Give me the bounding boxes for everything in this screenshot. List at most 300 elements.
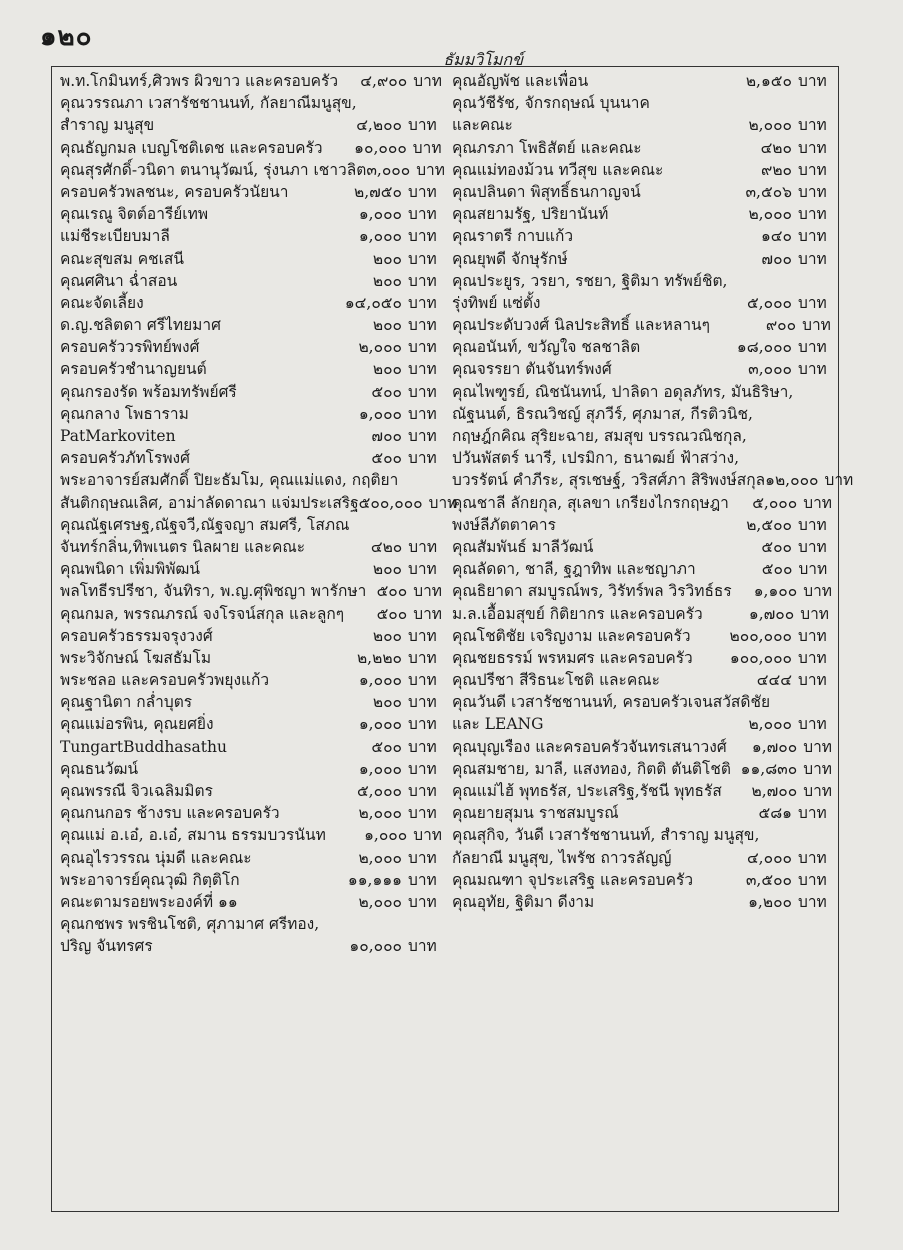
- currency-label: บาท: [798, 360, 827, 379]
- donor-entry: [452, 669, 832, 691]
- donation-amount: ๑๔,๐๕๐: [344, 293, 402, 312]
- donor-entry: [452, 691, 832, 735]
- donor-column-right: [452, 70, 854, 913]
- currency-label: บาท: [798, 715, 827, 734]
- currency-label: บาท: [408, 892, 437, 911]
- donor-name: พระชลอ และครอบครัวพยุงแก้ว: [60, 671, 270, 690]
- currency-label: บาท: [798, 116, 827, 135]
- currency-label: บาท: [802, 316, 831, 335]
- donor-entry: [60, 181, 442, 203]
- currency-label: บาท: [798, 182, 827, 201]
- entry-line: [452, 203, 832, 225]
- donation-amount: ๑๐๐,๐๐๐: [729, 648, 792, 667]
- entry-line: [452, 314, 832, 336]
- donor-name: รุ่งทิพย์ แซ่ตั้ง: [452, 293, 541, 312]
- donation-amount: ๑๑,๑๑๑: [347, 870, 402, 889]
- donor-entry: [452, 336, 832, 358]
- donation-amount: ๒,๗๕๐: [354, 182, 402, 201]
- donor-entry: [452, 70, 832, 92]
- donor-entry: [60, 425, 442, 447]
- currency-label: บาท: [824, 471, 854, 490]
- donor-name: พ.ท.โกมินทร์,ศิวพร ผิวขาว และครอบครัว: [60, 72, 339, 90]
- donor-name: คุณชาลี ลักยกุล, สุเลขา เกรียงไกรกฤษฎา: [452, 493, 729, 512]
- currency-label: บาท: [408, 293, 437, 312]
- currency-label: บาท: [798, 205, 827, 224]
- donor-name: คุณกชพร พรชินโชติ, ศุภามาศ ศรีทอง,: [60, 915, 320, 934]
- donor-name: พระอาจารย์สมศักดิ์ ปิยะธัมโม, คุณแม่แดง, กฤติยา: [60, 471, 399, 490]
- donation-amount: ๕,๐๐๐: [356, 782, 402, 800]
- donor-entry: [60, 713, 442, 735]
- donation-amount: ๗๐๐: [761, 249, 792, 268]
- donor-name: คุณธิยาดา สมบูรณ์พร, วิรัทร์พล วิรวิทธ์ธร: [452, 582, 732, 601]
- donor-name: คุณณัฐเศรษฐ,ณัฐจวี,ณัฐจญา สมศรี, โสภณ: [60, 515, 350, 534]
- donation-amount: ๑,๐๐๐: [358, 715, 402, 734]
- donor-entry: [452, 891, 832, 913]
- entry-line: [452, 270, 832, 292]
- entry-line: [452, 114, 832, 136]
- donor-name: คุณสมชาย, มาลี, แสงทอง, กิตติ ตันติโชติ: [452, 759, 731, 778]
- donor-entry: [60, 647, 442, 669]
- donor-name: สันติกฤษณเลิศ, อาม่าลัดดาณา แจ่มประเสริฐ: [60, 493, 359, 512]
- running-header: ธัมมวิโมกข์: [443, 50, 523, 69]
- donation-amount: ๒๐๐: [372, 271, 402, 290]
- entry-line: [452, 70, 832, 92]
- currency-label: บาท: [408, 382, 437, 401]
- entry-line: [60, 824, 442, 846]
- entry-line: [60, 469, 442, 491]
- currency-label: บาท: [408, 449, 437, 468]
- entry-line: [60, 580, 442, 602]
- currency-label: บาท: [798, 537, 827, 556]
- currency-label: บาท: [408, 693, 437, 712]
- currency-label: บาท: [408, 848, 437, 867]
- currency-label: บาท: [798, 160, 827, 179]
- donor-entry: [452, 314, 832, 336]
- donation-amount: ๙๐๐: [765, 316, 797, 335]
- entry-line: [452, 758, 832, 780]
- currency-label: บาท: [408, 427, 437, 445]
- entry-line: [60, 935, 442, 957]
- entry-line: [60, 447, 442, 469]
- donation-amount: ๕๐๐: [761, 537, 792, 556]
- donor-name: คุณอุทัย, ฐิติมา ดีงาม: [452, 892, 595, 911]
- donor-name: ม.ล.เอื้อมสุขย์ กิติยากร และครอบครัว: [452, 604, 703, 623]
- donation-amount: ๑๘,๐๐๐: [736, 338, 792, 357]
- donor-name: คุณปลินดา พิสุทธิ์ธนกาญจน์: [452, 182, 641, 201]
- entry-line: [60, 713, 442, 735]
- donor-entry: [60, 603, 442, 625]
- donor-column-left: [60, 70, 458, 958]
- currency-label: บาท: [798, 626, 827, 645]
- donor-name: คุณวันดี เวสารัชชานนท์, ครอบครัวเจนสวัสดิชัย: [452, 693, 771, 712]
- entry-line: [60, 758, 442, 780]
- donation-amount: ๓,๕๐๖: [745, 182, 792, 201]
- entry-line: [452, 336, 832, 358]
- entry-line: [60, 603, 442, 625]
- donor-name: คุณชยธรรม์ พรหมศร และครอบครัว: [452, 648, 693, 667]
- donor-entry: [452, 603, 832, 625]
- entry-line: [452, 159, 832, 181]
- donor-name: คุณอนันท์, ขวัญใจ ชลชาลิต: [452, 338, 641, 357]
- donor-name: คุณประยูร, วรยา, รชยา, ฐิติมา ทรัพย์ชิต,: [452, 271, 728, 290]
- donor-name: คุณเรณู จิตต์อารีย์เทพ: [60, 205, 209, 224]
- donation-amount: ๕๘๑: [758, 804, 792, 823]
- donation-amount: ๒,๐๐๐: [358, 804, 402, 823]
- donor-entry: [60, 780, 442, 802]
- donation-amount: ๓,๐๐๐: [748, 360, 792, 379]
- entry-line: [452, 469, 854, 491]
- donor-name: ครอบครัวภัทโรพงศ์: [60, 449, 190, 468]
- entry-line: [452, 292, 832, 314]
- entry-line: [452, 181, 832, 203]
- donation-amount: ๑๐,๐๐๐: [349, 937, 402, 956]
- donor-name: พระวิจักษณ์ โฆสธัมโม: [60, 648, 212, 667]
- donor-entry: [60, 691, 442, 713]
- page-number: ๑๒๐: [40, 22, 93, 52]
- donor-entry: [452, 536, 832, 558]
- entry-line: [60, 336, 442, 358]
- donor-name: คุณกมล, พรรณภรณ์ จงโรจน์สกุล และลูกๆ: [60, 604, 345, 623]
- donor-name: คุณแม่ทองม้วน ทวีสุข และคณะ: [452, 160, 664, 179]
- donor-entry: [60, 248, 442, 270]
- donation-amount: ๑,๐๐๐: [364, 826, 408, 845]
- donor-entry: [60, 669, 442, 691]
- donor-name: คุณภรภา โพธิสัตย์ และคณะ: [452, 138, 642, 157]
- entry-line: [60, 225, 442, 247]
- currency-label: บาท: [798, 338, 827, 357]
- donor-name: คุณจรรยา ตันจันทร์พงศ์: [452, 360, 612, 379]
- entry-line: [452, 558, 832, 580]
- entry-line: [452, 137, 832, 159]
- currency-label: บาท: [803, 582, 832, 601]
- entry-line: [60, 913, 442, 935]
- currency-label: บาท: [798, 249, 827, 268]
- currency-label: บาท: [408, 671, 437, 690]
- currency-label: บาท: [408, 648, 437, 667]
- entry-line: [60, 536, 442, 558]
- donation-amount: ๑,๐๐๐: [358, 671, 402, 690]
- donor-entry: [452, 514, 832, 536]
- donor-name: แม่ชีระเบียบมาลี: [60, 227, 170, 246]
- donor-entry: [60, 736, 442, 758]
- currency-label: บาท: [408, 360, 437, 379]
- currency-label: บาท: [798, 72, 827, 90]
- entry-line: [60, 248, 442, 270]
- donation-amount: ๑,๗๐๐: [748, 604, 795, 623]
- donation-amount: ๕,๐๐๐: [746, 293, 792, 312]
- donor-name: ปริญ จันทรศร: [60, 937, 153, 956]
- donor-name: คุณวรรณภา เวสารัชชานนท์, กัลยาณีมนูสุข,: [60, 94, 357, 113]
- donation-amount: ๙๒๐: [760, 160, 792, 179]
- donor-name: คุณกลาง โพธาราม: [60, 404, 189, 423]
- entry-line: [60, 780, 442, 802]
- donor-name: คุณประดับวงศ์ นิลประสิทธิ์ และหลานๆ: [452, 316, 710, 335]
- donation-amount: ๕๐๐: [761, 560, 793, 579]
- entry-line: [452, 536, 832, 558]
- entry-line: [452, 603, 832, 625]
- entry-line: [452, 780, 832, 802]
- donor-entry: [452, 225, 832, 247]
- donor-name: คุณแม่ไฮ้ พุทธรัส, ประเสริฐ,รัชนี พุทธรัส: [452, 782, 722, 800]
- entry-line: [452, 248, 832, 270]
- donor-name: คณะจัดเลี้ยง: [60, 293, 144, 312]
- donor-name: คุณยุพดี จักษุรักษ์: [452, 249, 568, 268]
- donor-name: คณะตามรอยพระองค์ที่ ๑๑: [60, 892, 238, 911]
- currency-label: บาท: [408, 227, 437, 246]
- donor-entry: [452, 358, 832, 380]
- donor-name: และ LEANG: [452, 715, 544, 734]
- currency-label: บาท: [408, 271, 437, 290]
- donor-entry: [60, 203, 442, 225]
- entry-line: [60, 403, 442, 425]
- entry-line: [60, 869, 442, 891]
- currency-label: บาท: [800, 604, 829, 623]
- entry-line: [60, 647, 442, 669]
- donation-amount: ๒๐๐: [372, 249, 402, 268]
- currency-label: บาท: [798, 892, 827, 911]
- entry-line: [452, 381, 832, 403]
- donation-amount: ๒,๐๐๐: [358, 892, 402, 911]
- donor-name: คุณราตรี กาบแก้ว: [452, 227, 574, 246]
- entry-line: [452, 625, 832, 647]
- donor-name: กัลยาณี มนูสุข, ไพรัช ถาวรลัญญ์: [452, 848, 672, 867]
- currency-label: บาท: [408, 404, 437, 423]
- donation-amount: ๒,๐๐๐: [358, 848, 402, 867]
- currency-label: บาท: [408, 205, 437, 224]
- donor-entry: [452, 758, 832, 780]
- donor-entry: [60, 92, 442, 136]
- currency-label: บาท: [408, 316, 437, 335]
- currency-label: บาท: [798, 560, 828, 579]
- donation-amount: ๗๐๐: [371, 427, 402, 445]
- entry-line: [452, 891, 832, 913]
- donation-amount: ๔๒๐: [760, 138, 792, 157]
- donor-name: คุณไพฑูรย์, ณิชนันทน์, ปาลิดา อดุลภัทร, มันธิริษา,: [452, 382, 794, 401]
- currency-label: บาท: [413, 826, 442, 845]
- donation-amount: ๒,๕๐๐: [746, 515, 792, 534]
- donor-entry: [452, 802, 832, 824]
- entry-line: [60, 203, 442, 225]
- donor-entry: [452, 248, 832, 270]
- donor-name: ณัฐนนต์, ธิรณวิชญ์ สุภวีร์, ศุภมาส, กีรติวนิช,: [452, 404, 753, 423]
- donation-amount: ๑,๗๐๐: [751, 737, 798, 756]
- entry-line: [60, 181, 442, 203]
- donation-amount: ๕๐๐: [371, 382, 402, 401]
- donation-amount: ๑,๐๐๐: [358, 404, 402, 423]
- donor-name: คณะสุขสม คชเสนี: [60, 249, 184, 268]
- donation-amount: ๒๐๐: [372, 360, 402, 379]
- donor-name: TungartBuddhasathu: [60, 737, 227, 756]
- donation-amount: ๔๔๔: [756, 671, 792, 690]
- entry-line: [452, 647, 832, 669]
- entry-line: [452, 802, 832, 824]
- donor-name: คุณพรรณี จิวเฉลิมมิตร: [60, 782, 213, 800]
- donation-amount: ๕๐๐,๐๐๐: [358, 493, 423, 512]
- currency-label: บาท: [408, 249, 437, 268]
- currency-label: บาท: [408, 759, 437, 778]
- donor-entry: [60, 913, 442, 957]
- currency-label: บาท: [408, 182, 437, 201]
- entry-line: [60, 625, 442, 647]
- donation-amount: ๕๐๐: [376, 582, 408, 601]
- donor-entry: [452, 736, 832, 758]
- donor-entry: [60, 292, 442, 314]
- donor-name: คุณศศินา ฉ่ำสอน: [60, 271, 178, 290]
- donor-name: ปวันพัสตร์ นารี, เปรมิกา, ธนาฒย์ ฟ้าสว่าง,: [452, 449, 740, 468]
- currency-label: บาท: [798, 515, 827, 534]
- donation-amount: ๒,๐๐๐: [358, 338, 402, 357]
- currency-label: บาท: [408, 737, 437, 756]
- entry-line: [60, 891, 442, 913]
- donor-entry: [60, 514, 442, 558]
- donor-entry: [60, 824, 442, 846]
- entry-line: [60, 736, 442, 758]
- donation-amount: ๕๐๐: [376, 604, 408, 623]
- donor-name: กฤษฎ์กคิณ สุริยะฉาย, สมสุข บรรณวณิชกุล,: [452, 427, 747, 445]
- entry-line: [60, 270, 442, 292]
- donation-amount: ๑,๑๐๐: [753, 582, 798, 601]
- donor-entry: [452, 580, 832, 602]
- currency-label: บาท: [408, 626, 437, 645]
- donor-entry: [60, 403, 442, 425]
- donation-amount: ๒,๐๐๐: [748, 715, 792, 734]
- donation-amount: ๑๒,๐๐๐: [765, 471, 819, 490]
- currency-label: บาท: [413, 604, 442, 623]
- donor-entry: [60, 358, 442, 380]
- entry-line: [60, 92, 442, 114]
- entry-line: [60, 358, 442, 380]
- donor-entry: [60, 469, 458, 513]
- donation-amount: ๒๐๐: [372, 316, 402, 335]
- donor-name: คุณบุญเรือง และครอบครัวจันทรเสนาวงศ์: [452, 737, 727, 756]
- donor-entry: [60, 802, 442, 824]
- donor-name: คุณธนวัฒน์: [60, 759, 139, 778]
- entry-line: [60, 137, 442, 159]
- entry-line: [60, 669, 442, 691]
- donor-entry: [60, 580, 442, 602]
- entry-line: [452, 869, 832, 891]
- donation-amount: ๑,๐๐๐: [358, 205, 402, 224]
- donor-name: คุณมณฑา จุประเสริฐ และครอบครัว: [452, 870, 694, 889]
- currency-label: บาท: [798, 848, 827, 867]
- donor-entry: [452, 558, 832, 580]
- entry-line: [452, 847, 832, 869]
- currency-label: บาท: [408, 804, 437, 823]
- donor-entry: [452, 869, 832, 891]
- currency-label: บาท: [408, 870, 437, 889]
- donation-amount: ๒,๐๐๐: [748, 205, 792, 224]
- currency-label: บาท: [803, 759, 832, 778]
- entry-line: [452, 492, 832, 514]
- entry-line: [60, 492, 458, 514]
- donor-entry: [60, 381, 442, 403]
- currency-label: บาท: [803, 737, 832, 756]
- entry-line: [452, 225, 832, 247]
- entry-line: [60, 691, 442, 713]
- entry-line: [60, 314, 442, 336]
- donor-name: บวรรัตน์ คำภีระ, สุรเชษฐ์, วริสศ์ภา สิริพงษ์สกุล: [452, 471, 766, 490]
- currency-label: บาท: [798, 671, 827, 690]
- currency-label: บาท: [413, 582, 442, 601]
- donation-amount: ๓,๐๐๐: [366, 160, 411, 179]
- donor-entry: [60, 137, 442, 159]
- donor-entry: [452, 270, 832, 314]
- donor-name: ด.ญ.ชลิตดา ศรีไทยมาศ: [60, 316, 221, 335]
- donor-name: คุณปรีชา สีริธนะโชติ และคณะ: [452, 671, 660, 690]
- donor-entry: [60, 891, 442, 913]
- donor-name: คุณสุกิจ, วันดี เวสารัชชานนท์, สำราญ มนูสุข,: [452, 826, 760, 845]
- entry-line: [60, 70, 442, 92]
- donation-amount: ๔,๒๐๐: [356, 116, 402, 135]
- donation-amount: ๒๐๐: [372, 626, 402, 645]
- currency-label: บาท: [408, 116, 437, 135]
- entry-line: [452, 736, 832, 758]
- donor-entry: [60, 625, 442, 647]
- donor-entry: [452, 625, 832, 647]
- donor-entry: [452, 647, 832, 669]
- donation-amount: ๔๒๐: [370, 537, 403, 556]
- donor-entry: [452, 159, 832, 181]
- donor-name: คุณยายสุมน ราชสมบูรณ์: [452, 804, 619, 823]
- donation-amount: ๑,๐๐๐: [358, 759, 402, 778]
- entry-line: [452, 425, 832, 447]
- donor-name: ครอบครัวชำนาญยนต์: [60, 360, 207, 379]
- donor-entry: [60, 558, 442, 580]
- donation-amount: ๑๔๐: [760, 227, 792, 246]
- donation-amount: ๑๑,๘๓๐: [740, 759, 798, 778]
- donor-entry: [60, 159, 445, 181]
- donor-name: พระอาจารย์คุณวุฒิ กิตฺติโก: [60, 870, 240, 889]
- donor-entry: [452, 381, 854, 492]
- entry-line: [452, 447, 832, 469]
- donor-entry: [60, 336, 442, 358]
- entry-line: [60, 425, 442, 447]
- donor-name: พงษ์ลีภัตตาคาร: [452, 515, 556, 534]
- donor-name: PatMarkoviten: [60, 427, 176, 445]
- donor-name: คุณธัญกมล เบญโชติเดช และครอบครัว: [60, 138, 323, 157]
- currency-label: บาท: [413, 72, 442, 90]
- donor-name: ครอบครัววรพิทย์พงศ์: [60, 338, 200, 357]
- entry-line: [452, 691, 832, 713]
- donor-name: คุณกรองรัด พร้อมทรัพย์ศรี: [60, 382, 237, 401]
- donor-name: คุณสัมพันธ์ มาลีวัฒน์: [452, 537, 594, 556]
- entry-line: [60, 847, 442, 869]
- entry-line: [60, 558, 442, 580]
- entry-line: [452, 403, 832, 425]
- currency-label: บาท: [798, 804, 827, 823]
- donation-amount: ๔,๙๐๐: [360, 72, 408, 90]
- donor-entry: [452, 203, 832, 225]
- donor-entry: [60, 869, 442, 891]
- currency-label: บาท: [408, 937, 437, 956]
- donor-entry: [452, 92, 832, 136]
- donor-name: คุณลัดดา, ชาลี, ฐฎาทิพ และชญาภา: [452, 560, 696, 579]
- donor-name: คุณกนกอร ช้างรบ และครอบครัว: [60, 804, 280, 823]
- donation-amount: ๑,๒๐๐: [748, 892, 792, 911]
- entry-line: [452, 824, 832, 846]
- donation-amount: ๓,๕๐๐: [745, 870, 792, 889]
- donation-amount: ๒,๐๐๐: [748, 116, 792, 135]
- currency-label: บาท: [408, 782, 437, 800]
- currency-label: บาท: [798, 293, 827, 312]
- donor-entry: [60, 447, 442, 469]
- donor-name: และคณะ: [452, 116, 513, 135]
- currency-label: บาท: [798, 227, 827, 246]
- donor-entry: [60, 314, 442, 336]
- donor-name: ครอบครัวพลชนะ, ครอบครัวนัยนา: [60, 182, 289, 201]
- entry-line: [60, 802, 442, 824]
- donation-amount: ๒๐๐: [372, 693, 402, 712]
